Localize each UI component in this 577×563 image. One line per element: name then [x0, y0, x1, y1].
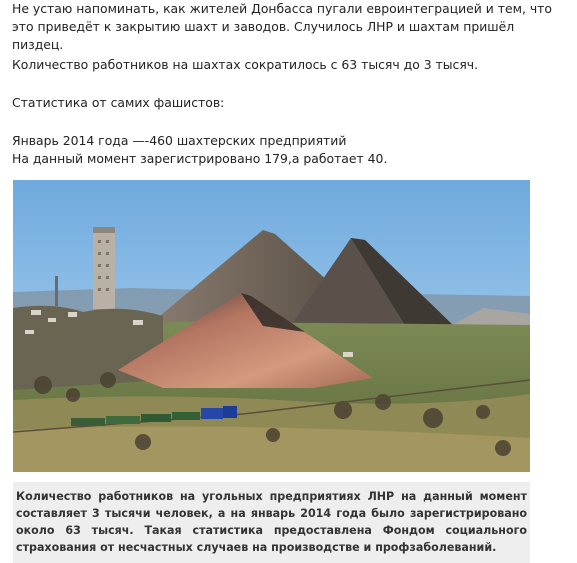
- photo-caption: Количество работников на угольных предприятиях ЛНР на данный момент составляет 3 тысячи человек, а на январь 2014 года было зарегистрировано около 63 тысяч. Такая статистика предоставлена Фондом социального страхования от несчастных случаев на производстве и профзаболеваний.: [16, 490, 527, 554]
- stat-line-current: На данный момент зарегистрировано 179,а работает 40.: [12, 151, 388, 166]
- mine-waste-heaps-photo: [13, 180, 530, 472]
- stat-line-january: Январь 2014 года —-460 шахтерских предприятий: [12, 133, 347, 148]
- statistics-heading: Статистика от самих фашистов:: [12, 95, 225, 110]
- intro-paragraph: Не устаю напоминать, как жителей Донбасса пугали евроинтеграцией и тем, что это приведёт к закрытию шахт и заводов. Случилось ЛНР и шахтам пришёл пиздец.: [12, 1, 552, 52]
- photo-caption-box: [13, 482, 530, 563]
- workers-count-paragraph: Количество работников на шахтах сократилось с 63 тысяч до 3 тысяч.: [12, 57, 479, 72]
- statistics-lines: [12, 132, 568, 168]
